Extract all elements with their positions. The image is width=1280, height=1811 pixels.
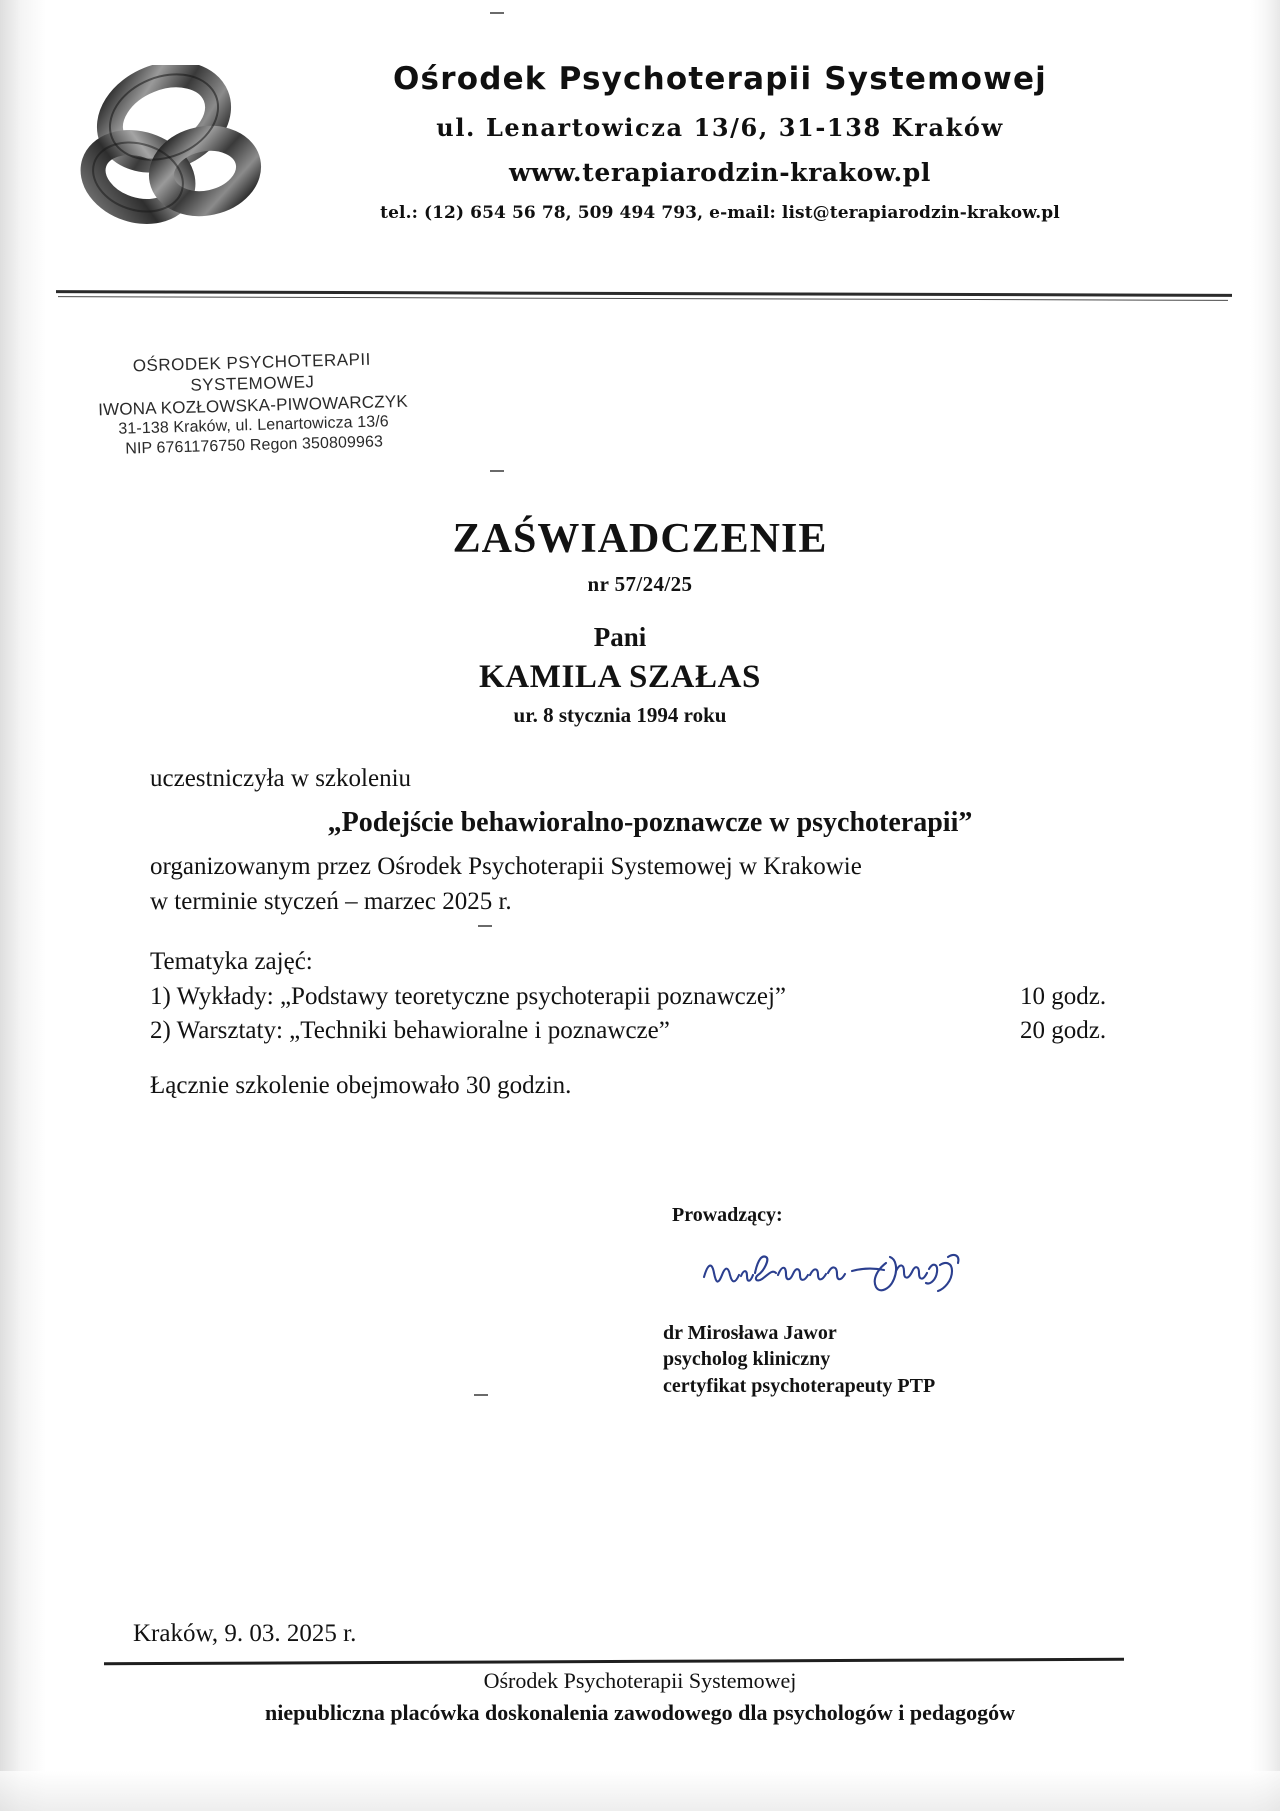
recipient-birth-date: ur. 8 stycznia 1994 roku <box>513 703 727 727</box>
footer-line-2: niepubliczna placówka doskonalenia zawodowego dla psychologów i pedagogów <box>265 1700 1015 1725</box>
recipient-salutation: Pani <box>593 622 647 652</box>
participation-line: uczestniczyła w szkoleniu <box>150 765 412 792</box>
stamp-line-1: OŚRODEK PSYCHOTERAPII <box>132 349 372 376</box>
signatory-role-1: psycholog kliniczny <box>663 1348 831 1371</box>
letterhead <box>60 55 1220 260</box>
topic-text: 1) Wykłady: „Podstawy teoretyczne psychoterapii poznawczej” <box>150 983 786 1010</box>
list-item <box>150 980 1150 1014</box>
letterhead-organization: Ośrodek Psychoterapii Systemowej <box>393 61 1047 97</box>
certificate-body <box>150 762 1150 918</box>
scan-artifact-tick <box>490 12 504 14</box>
topics-list <box>150 980 1150 1047</box>
topics-header: Tematyka zajęć: <box>150 948 313 975</box>
total-hours-line: Łącznie szkolenie obejmowało 30 godzin. <box>150 1072 572 1099</box>
course-title: „Podejście behawioralno-poznawcze w psychoterapii” <box>327 807 973 838</box>
handwritten-signature <box>700 1243 1000 1313</box>
letterhead-address: ul. Lenartowicza 13/6, 31-138 Kraków <box>436 113 1004 142</box>
stamp-line-2: SYSTEMOWEJ <box>190 372 315 396</box>
letterhead-contact: tel.: (12) 654 56 78, 509 494 793, e-mail: list@terapiarodzin-krakow.pl <box>380 203 1060 223</box>
scan-artifact-tick <box>478 925 492 927</box>
signatory-name: dr Mirosława Jawor <box>663 1322 837 1344</box>
letterhead-website: www.terapiarodzin-krakow.pl <box>509 158 931 187</box>
footer-divider <box>104 1658 1124 1665</box>
scan-edge-left <box>0 0 46 1811</box>
recipient-name: KAMILA SZAŁAS <box>479 659 761 695</box>
scan-edge-right <box>1250 0 1280 1811</box>
topic-text: 2) Warsztaty: „Techniki behawioralne i poznawcze” <box>150 1016 670 1044</box>
stamp-line-3: IWONA KOZŁOWSKA-PIWOWARCZYK <box>97 391 409 420</box>
signature-label: Prowadzący: <box>672 1204 783 1226</box>
page-title: ZAŚWIADCZENIE <box>452 516 828 562</box>
list-item <box>150 1014 1150 1048</box>
topic-hours: 20 godz. <box>1020 1016 1107 1044</box>
organizer-line: organizowanym przez Ośrodek Psychoterapii Systemowej w Krakowie <box>150 852 862 880</box>
place-and-date: Kraków, 9. 03. 2025 r. <box>133 1620 357 1647</box>
stamp-line-4: 31-138 Kraków, ul. Lenartowicza 13/6 <box>118 413 390 438</box>
certificate-number: nr 57/24/25 <box>587 572 693 596</box>
scan-artifact-tick <box>490 470 504 472</box>
signatory-role-2: certyfikat psychoterapeuty PTP <box>663 1374 936 1397</box>
term-line: w terminie styczeń – marzec 2025 r. <box>150 887 512 915</box>
trefoil-knot-logo-icon <box>72 65 272 240</box>
scan-artifact-tick <box>474 1394 488 1396</box>
office-stamp <box>87 347 420 461</box>
header-divider <box>56 292 1232 300</box>
signatory-block <box>663 1320 935 1399</box>
footer-line-1: Ośrodek Psychoterapii Systemowej <box>483 1668 797 1693</box>
stamp-line-5: NIP 6761176750 Regon 350809963 <box>125 433 384 458</box>
topic-hours: 10 godz. <box>1020 983 1107 1010</box>
scan-edge-bottom <box>0 1771 1280 1811</box>
